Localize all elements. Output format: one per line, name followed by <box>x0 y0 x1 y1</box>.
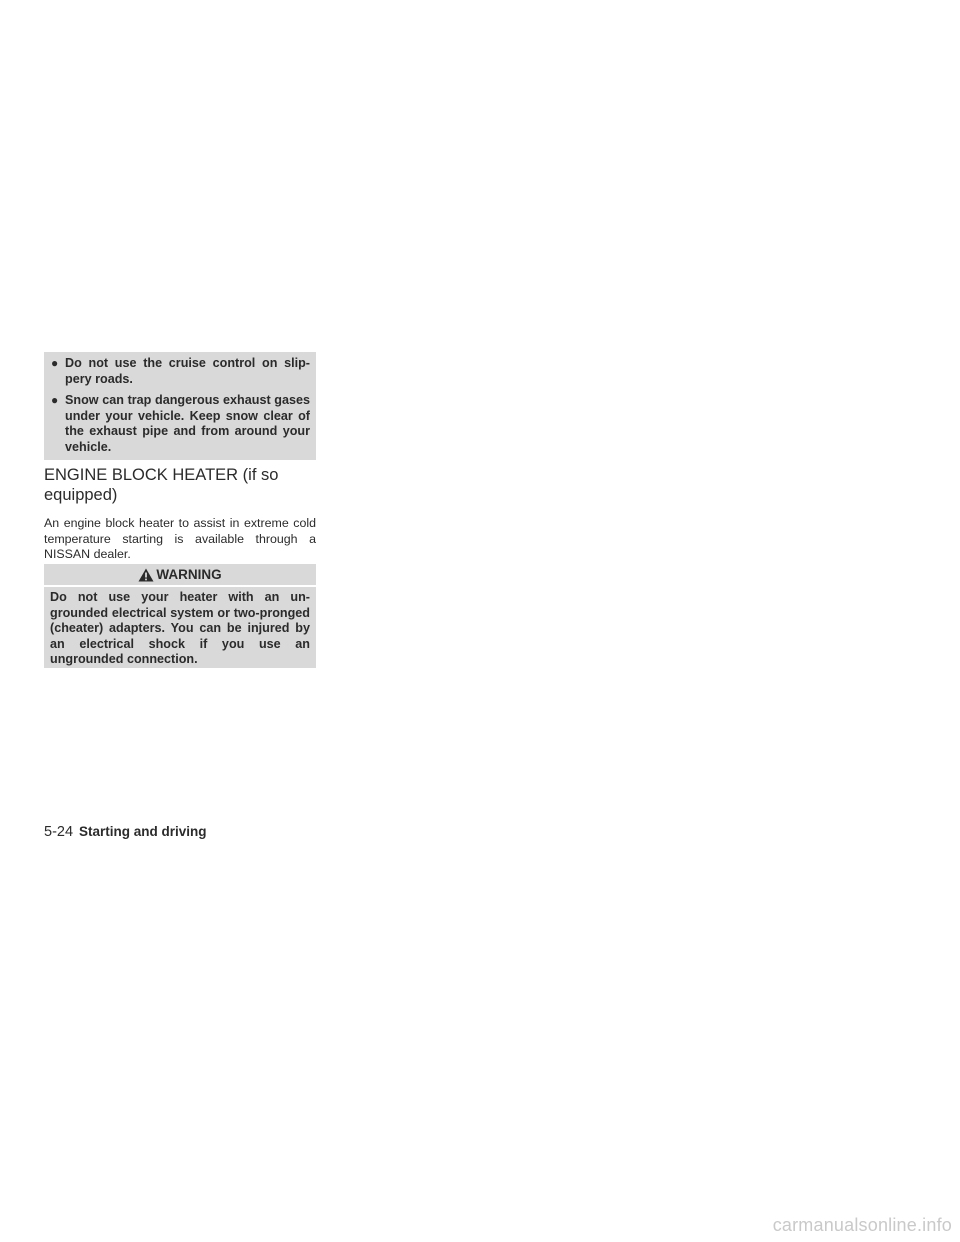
bullet-text: Snow can trap dangerous exhaust gases under your vehicle. Keep snow clear of the exhaust pipe and from around your vehicle. <box>65 393 310 454</box>
caution-bullet-box <box>44 352 316 460</box>
bullet-text: Do not use the cruise control on slip-pery roads. <box>65 356 310 386</box>
warning-header <box>44 564 316 585</box>
section-heading: ENGINE BLOCK HEATER (if so equipped) <box>44 466 279 504</box>
warning-title: WARNING <box>156 567 222 582</box>
page-number: 5-24 <box>44 824 74 840</box>
page-footer <box>44 824 207 840</box>
footer-section-name: Starting and driving <box>79 824 207 839</box>
bullet-marker: ● <box>51 356 59 370</box>
watermark: carmanualsonline.info <box>772 1215 952 1235</box>
bullet-item <box>50 393 310 455</box>
section-body: An engine block heater to assist in extreme cold temperature starting is available through a NISSAN dealer. <box>44 516 316 561</box>
bullet-item <box>50 356 310 387</box>
warning-body: Do not use your heater with an un-grounded electrical system or two-pronged (cheater) adapters. You can be injured by an electrical shock if you use an ungrounded connection. <box>44 587 316 668</box>
bullet-marker: ● <box>51 393 59 407</box>
warning-triangle-icon <box>138 568 154 582</box>
